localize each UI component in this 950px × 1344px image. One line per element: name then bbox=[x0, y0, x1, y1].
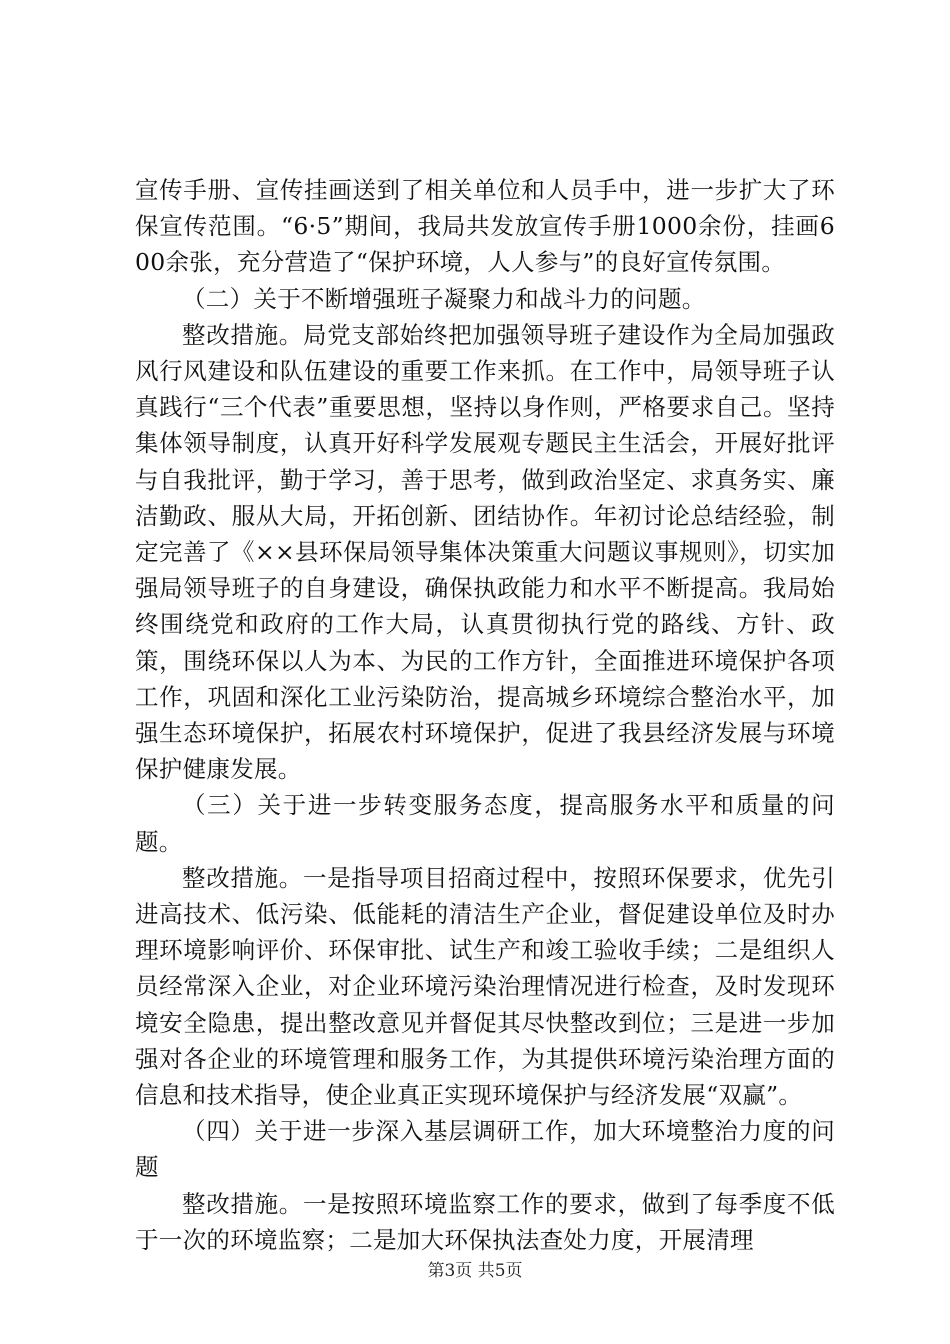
paragraph-measures-4: 整改措施。一是按照环境监察工作的要求，做到了每季度不低于一次的环境监察；二是加大环保执法查处力度，开展清理 bbox=[135, 1189, 835, 1254]
paragraph-measures-2: 整改措施。局党支部始终把加强领导班子建设作为全局加强政风行风建设和队伍建设的重要工作来抓。在工作中，局领导班子认真践行“三个代表”重要思想，坚持以身作则，严格要求自己。坚持集体领导制度，认真开好科学发展观专题民主生活会，开展好批评与自我批评，勤于学习，善于思考，做到政治坚定、求真务实、廉洁勤政、服从大局，开拓创新、团结协作。年初讨论总结经验，制定完善了《××县环保局领导集体决策重大问题议事规则》，切实加强局领导班子的自身建设，确保执政能力和水平不断提高。我局始终围绕党和政府的工作大局，认真贯彻执行党的路线、方针、政策，围绕环保以人为本、为民的工作方针，全面推进环境保护各项工作，巩固和深化工业污染防治，提高城乡环境综合整治水平，加强生态环境保护，拓展农村环境保护，促进了我县经济发展与环境保护健康发展。 bbox=[135, 320, 835, 784]
document-body bbox=[135, 172, 835, 1258]
section-heading-2: （二）关于不断增强班子凝聚力和战斗力的问题。 bbox=[182, 284, 706, 313]
paragraph-continuation: 宣传手册、宣传挂画送到了相关单位和人员手中，进一步扩大了环保宣传范围。“6·5”期间，我局共发放宣传手册1000余份，挂画600余张，充分营造了“保护环境，人人参与”的良好宣传氛围。 bbox=[135, 176, 835, 277]
section-heading-3: （三）关于进一步转变服务态度，提高服务水平和质量的问题。 bbox=[135, 791, 835, 856]
paragraph-measures-3: 整改措施。一是指导项目招商过程中，按照环保要求，优先引进高技术、低污染、低能耗的清洁生产企业，督促建设单位及时办理环境影响评价、环保审批、试生产和竣工验收手续；二是组织人员经常深入企业，对企业环境污染治理情况进行检查，及时发现环境安全隐患，提出整改意见并督促其尽快整改到位；三是进一步加强对各企业的环境管理和服务工作，为其提供环境污染治理方面的信息和技术指导，使企业真正实现环境保护与经济发展“双赢”。 bbox=[135, 863, 835, 1110]
page-footer bbox=[0, 1261, 950, 1281]
page-number-label: 第3页 共5页 bbox=[427, 1261, 523, 1281]
section-heading-4: （四）关于进一步深入基层调研工作，加大环境整治力度的问题 bbox=[135, 1117, 835, 1182]
